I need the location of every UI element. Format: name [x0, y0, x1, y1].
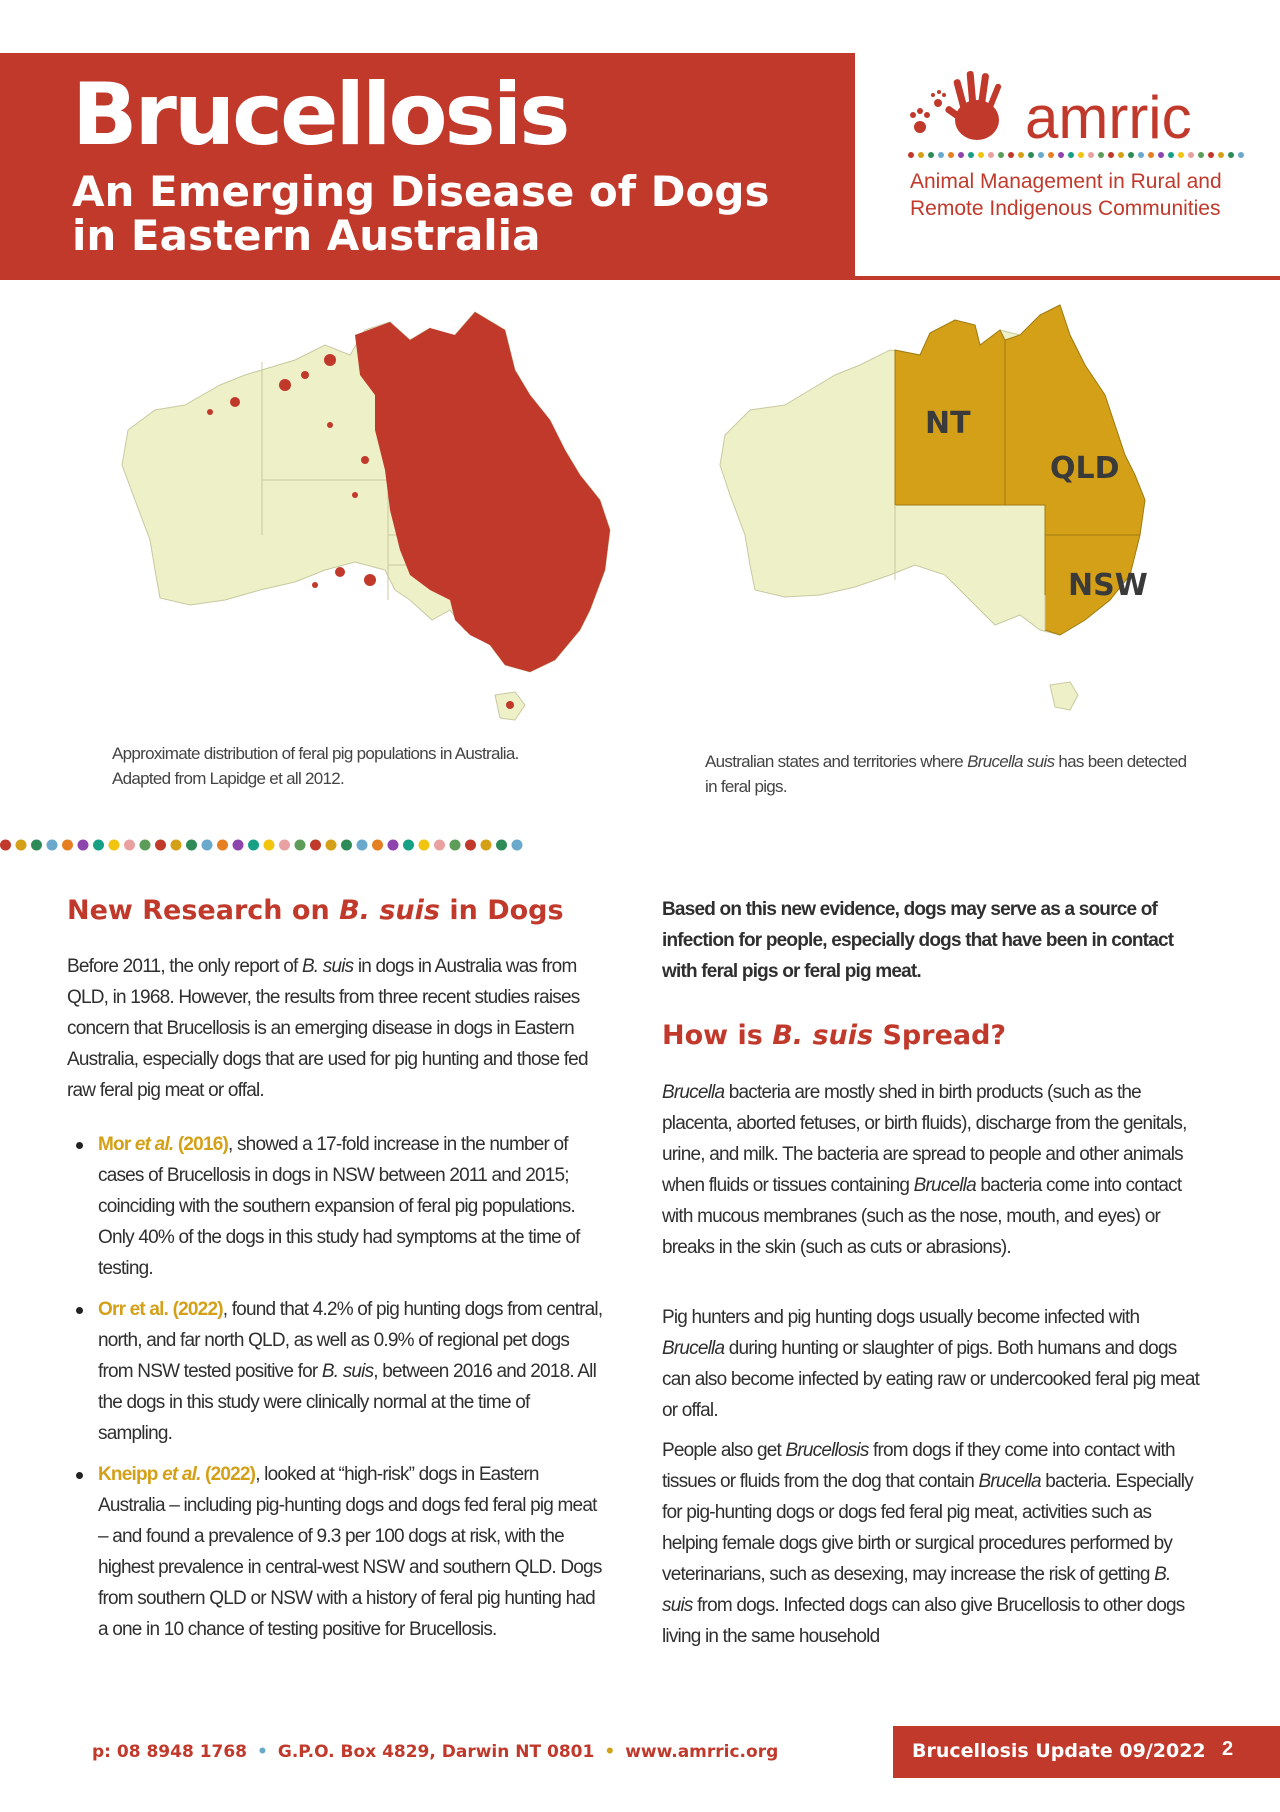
decorative-dot	[1198, 152, 1204, 158]
decorative-dot	[1068, 152, 1074, 158]
decorative-dot	[310, 840, 321, 851]
decorative-dot	[155, 840, 166, 851]
decorative-dot	[248, 840, 259, 851]
text: in dogs in Australia was from QLD, in 1968. However, the results from three recent studies raises concern that Brucellosis is an emerging disease in dogs in Eastern Australia, especially dogs that are used for pig hunting and those fed raw feral pig meat or offal.	[67, 956, 588, 1101]
text: , between 2016 and 2018. All the dogs in this study were clinically normal at the time of sampling.	[98, 1360, 596, 1444]
lead-paragraph: Based on this new evidence, dogs may serve as a source of infection for people, especially dogs that have been in contact with feral pigs or feral pig meat.	[662, 899, 1174, 982]
dot-divider	[0, 838, 530, 852]
decorative-dot	[918, 152, 924, 158]
species: Brucella	[913, 1174, 976, 1196]
decorative-dot	[171, 840, 182, 851]
decorative-dot	[968, 152, 974, 158]
decorative-dot	[928, 152, 934, 158]
footer-website-link[interactable]: www.amrric.org	[625, 1742, 779, 1762]
text: Pig hunters and pig hunting dogs usually become infected with	[662, 1307, 1140, 1328]
text: , showed a 17-fold increase in the number of cases of Brucellosis in dogs in NSW between 2011 and 2015; coinciding with the southern expansion of feral pig populations. Only 40% of the dogs in this study had symptoms at the time of testing.	[98, 1134, 580, 1279]
caption-text: Australian states and territories where	[705, 752, 968, 771]
text: bacteria come into contact with mucous membranes (such as the nose, mouth, and eyes) or breaks in the skin (such as cuts or abrasions).	[662, 1174, 1182, 1258]
map-left-caption: Approximate distribution of feral pig populations in Australia. Adapted from Lapidge et all 2012.	[112, 744, 519, 788]
caption-species: Brucella suis	[967, 752, 1055, 771]
text: from dogs. Infected dogs can also give Brucellosis to other dogs living in the same household	[662, 1594, 1185, 1647]
decorative-dot	[958, 152, 964, 158]
disease: Brucellosis	[785, 1440, 869, 1461]
decorative-dot	[279, 840, 290, 851]
logo-tagline-line2: Remote Indigenous Communities	[910, 197, 1221, 221]
heading-species: B. suis	[339, 895, 440, 926]
decorative-dot	[419, 840, 430, 851]
spread-paragraph-2	[662, 1303, 1202, 1427]
section-heading-new-research	[67, 895, 564, 926]
decorative-dot	[109, 840, 120, 851]
decorative-dot	[1048, 152, 1054, 158]
tasmania	[1050, 682, 1078, 710]
decorative-dot	[465, 840, 476, 851]
feral-pig-distribution-map	[110, 300, 620, 730]
page-subtitle: An Emerging Disease of Dogs in Eastern Australia	[72, 167, 770, 261]
text: from dogs if they come into contact with tissues or fluids from the dog that contain	[662, 1440, 1175, 1492]
decorative-dot	[295, 840, 306, 851]
citation-link[interactable]: Orr et al. (2022)	[98, 1298, 223, 1320]
decorative-dot	[0, 840, 11, 851]
section-heading-how-spread	[662, 1020, 1006, 1051]
decorative-dot	[1058, 152, 1064, 158]
species: B. suis	[301, 956, 354, 977]
decorative-dot	[978, 152, 984, 158]
decorative-dot	[481, 840, 492, 851]
footer-address: G.P.O. Box 4829, Darwin NT 0801	[277, 1742, 595, 1762]
logo-dot-divider	[908, 150, 1248, 160]
spread-paragraph-3	[662, 1436, 1202, 1653]
decorative-dot	[908, 152, 914, 158]
header-divider	[0, 276, 1280, 280]
decorative-dot	[62, 840, 73, 851]
page-title: Brucellosis	[72, 65, 568, 165]
decorative-dot	[998, 152, 1004, 158]
decorative-dot	[1038, 152, 1044, 158]
species: Brucella	[662, 1082, 725, 1103]
decorative-dot	[1118, 152, 1124, 158]
decorative-dot	[450, 840, 461, 851]
logo-wordmark: amrric	[1025, 84, 1192, 151]
decorative-dot	[1178, 152, 1184, 158]
decorative-dot	[1228, 152, 1234, 158]
text: People also get	[662, 1440, 786, 1461]
decorative-dot	[217, 840, 228, 851]
qld-label: QLD	[1050, 451, 1120, 486]
nt-label: NT	[925, 406, 971, 441]
handprint-icon	[905, 65, 1030, 150]
text: bacteria. Especially for pig-hunting dogs or dogs fed feral pig meat, activities such as helping female dogs give birth or surgical procedures performed by veterinarians, such as desexing, may increase the risk of getting	[662, 1470, 1193, 1585]
decorative-dot	[496, 840, 507, 851]
decorative-dot	[186, 840, 197, 851]
logo-tagline	[910, 168, 1222, 223]
decorative-dot	[357, 840, 368, 851]
text: , looked at “high-risk” dogs in Eastern Australia – including pig-hunting dogs and dogs fed feral pig meat – and found a prevalence of 9.3 per 100 dogs at risk, with the highest prevalence in central-west NSW and southern QLD. Dogs from southern QLD or NSW with a history of feral pig hunting had a one in 10 chance of testing positive for Brucellosis.	[98, 1463, 602, 1640]
species: Brucella	[662, 1337, 725, 1359]
qld-region	[1005, 305, 1145, 535]
footer-separator: •	[257, 1742, 268, 1762]
decorative-dot	[1008, 152, 1014, 158]
decorative-dot	[403, 840, 414, 851]
citation-link[interactable]: Kneipp et al. (2022)	[98, 1463, 256, 1485]
decorative-dot	[512, 840, 523, 851]
list-item	[70, 1460, 605, 1646]
decorative-dot	[140, 840, 151, 851]
feral-pig-range	[355, 312, 610, 672]
study-list	[70, 1130, 605, 1656]
species: B. suis	[321, 1360, 374, 1382]
intro-paragraph	[67, 952, 605, 1107]
map-right-caption	[705, 750, 1195, 799]
citation-link[interactable]: Mor et al. (2016)	[98, 1134, 229, 1155]
decorative-dot	[1108, 152, 1114, 158]
heading-species: B. suis	[772, 1020, 874, 1051]
heading-text: How is	[662, 1020, 773, 1051]
decorative-dot	[948, 152, 954, 158]
text: , found that 4.2% of pig hunting dogs from central, north, and far north QLD, as well as 0.9% of regional pet dogs from NSW tested positive for	[98, 1298, 603, 1382]
decorative-dot	[1238, 152, 1244, 158]
decorative-dot	[1158, 152, 1164, 158]
text: bacteria are mostly shed in birth products (such as the placenta, aborted fetuses, or birth fluids), discharge from the genitals, urine, and milk. The bacteria are spread to people and other animals when fluids or tissues containing	[662, 1082, 1187, 1196]
decorative-dot	[1168, 152, 1174, 158]
text: during hunting or slaughter of pigs. Both humans and dogs can also become infected by eating raw or undercooked feral pig meat or offal.	[662, 1337, 1200, 1421]
heading-text: in Dogs	[439, 895, 564, 926]
footer-contact	[92, 1742, 778, 1762]
decorative-dot	[1188, 152, 1194, 158]
heading-text: New Research on	[67, 895, 340, 926]
decorative-dot	[341, 840, 352, 851]
decorative-dot	[1128, 152, 1134, 158]
logo-tagline-line1: Animal Management in Rural and	[910, 170, 1222, 193]
footer-document-title: Brucellosis Update 09/2022	[912, 1740, 1206, 1762]
decorative-dot	[434, 840, 445, 851]
decorative-dot	[372, 840, 383, 851]
decorative-dot	[1148, 152, 1154, 158]
footer-separator: •	[604, 1742, 616, 1762]
decorative-dot	[988, 152, 994, 158]
decorative-dot	[47, 840, 58, 851]
decorative-dot	[1218, 152, 1224, 158]
decorative-dot	[1208, 152, 1214, 158]
decorative-dot	[1138, 152, 1144, 158]
spread-paragraph-1	[662, 1078, 1202, 1264]
decorative-dot	[1088, 152, 1094, 158]
decorative-dot	[16, 840, 27, 851]
nsw-label: NSW	[1068, 568, 1148, 603]
brucella-states-map	[690, 295, 1210, 735]
text: Before 2011, the only report of	[67, 956, 302, 977]
decorative-dot	[31, 840, 42, 851]
decorative-dot	[202, 840, 213, 851]
decorative-dot	[326, 840, 337, 851]
caption-text: has been detected in feral pigs.	[705, 752, 1187, 796]
page-number: 2	[1222, 1738, 1234, 1760]
decorative-dot	[233, 840, 244, 851]
decorative-dot	[93, 840, 104, 851]
species: Brucella	[978, 1470, 1041, 1492]
decorative-dot	[78, 840, 89, 851]
decorative-dot	[124, 840, 135, 851]
list-item	[70, 1130, 605, 1285]
list-item	[70, 1295, 605, 1450]
decorative-dot	[388, 840, 399, 851]
decorative-dot	[1098, 152, 1104, 158]
heading-text: Spread?	[873, 1020, 1007, 1051]
decorative-dot	[1018, 152, 1024, 158]
decorative-dot	[938, 152, 944, 158]
footer-phone[interactable]: p: 08 8948 1768	[92, 1742, 248, 1762]
species: B. suis	[662, 1563, 1171, 1616]
decorative-dot	[1028, 152, 1034, 158]
decorative-dot	[264, 840, 275, 851]
decorative-dot	[1078, 152, 1084, 158]
